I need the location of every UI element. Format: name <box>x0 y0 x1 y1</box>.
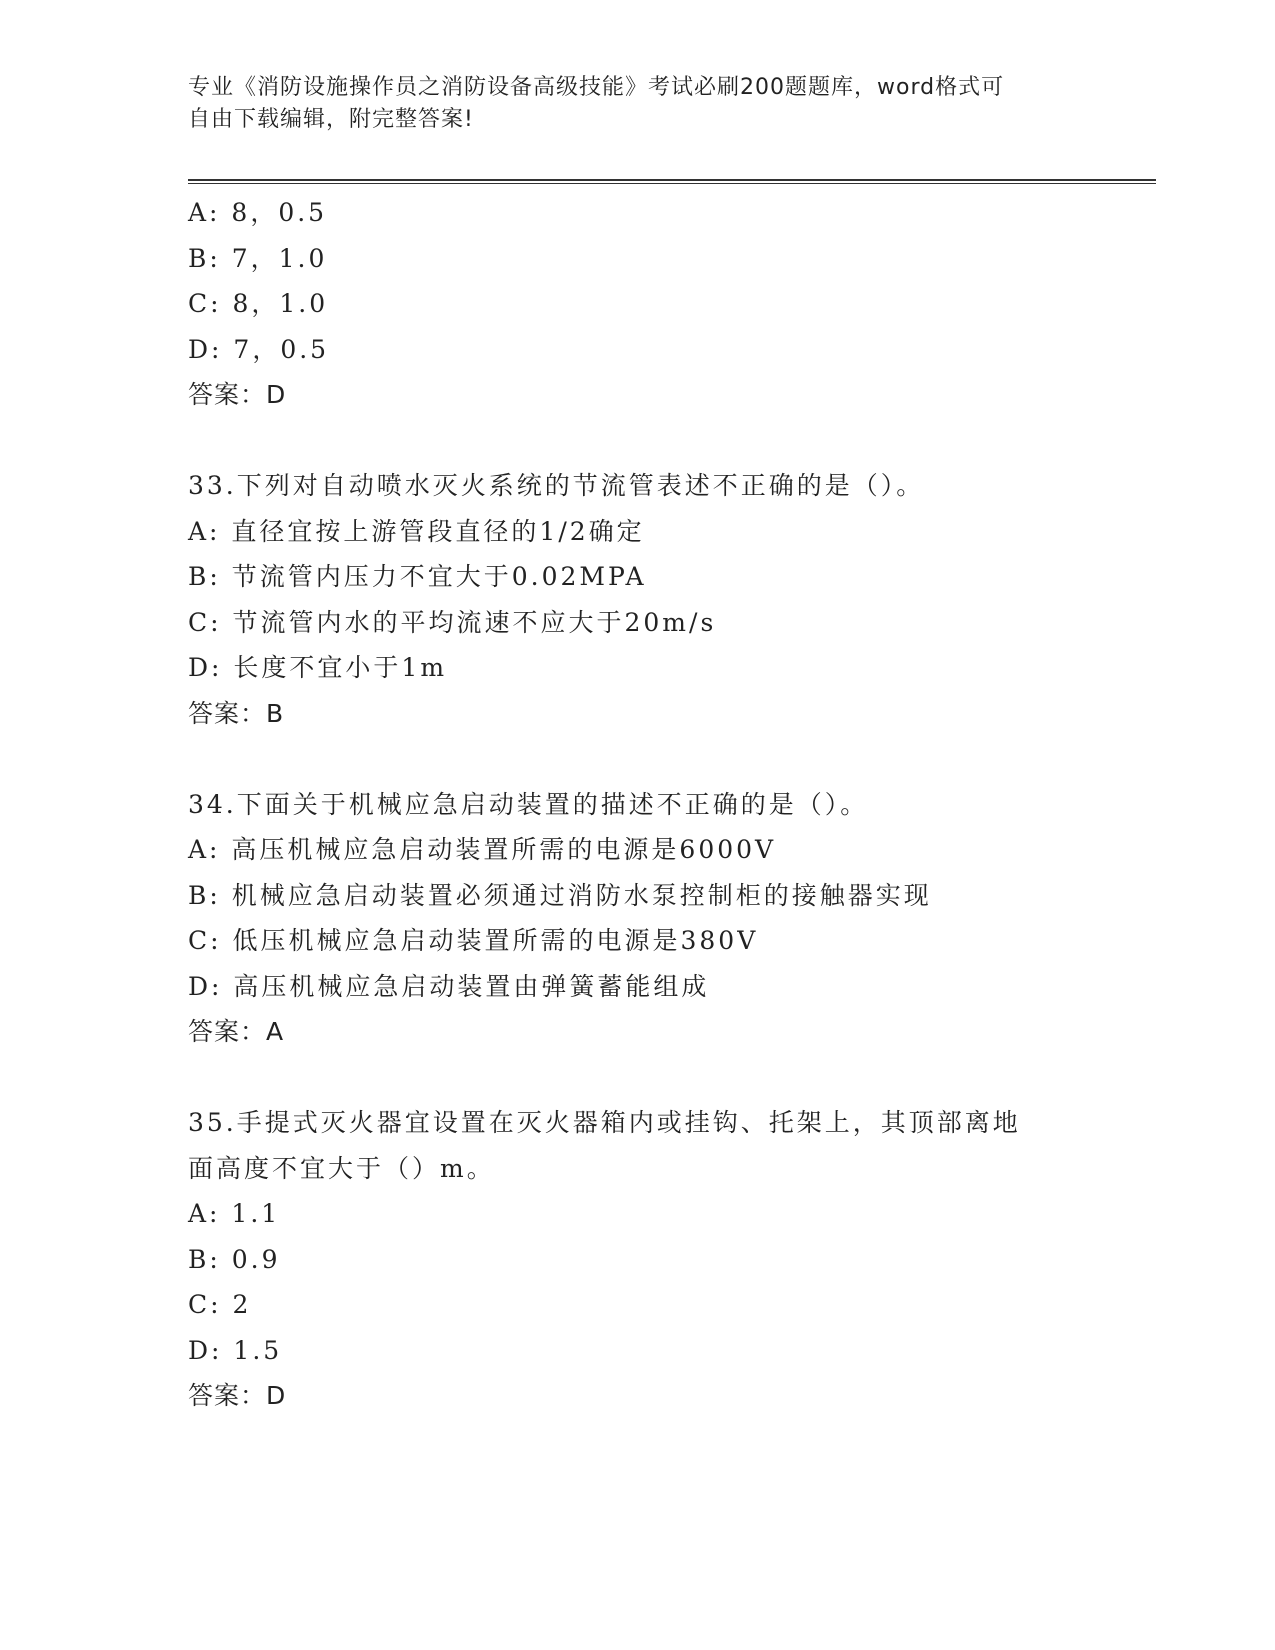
answer-line: 答案：D <box>188 380 287 409</box>
option-c: C: 节流管内水的平均流速不应大于20m/s <box>188 607 717 637</box>
option-c: C: 8，1.0 <box>188 289 329 318</box>
header-divider-thin <box>188 183 1156 184</box>
question-block <box>188 190 1088 418</box>
option-b: B: 节流管内压力不宜大于0.02MPA <box>188 562 647 591</box>
question-text: 35.手提式灭火器宜设置在灭火器箱内或挂钩、托架上，其顶部离地面高度不宜大于（）m。 <box>188 1108 1021 1183</box>
option-a: A: 高压机械应急启动装置所需的电源是6000V <box>188 835 777 864</box>
option-d: D: 7，0.5 <box>188 334 330 364</box>
spacer <box>188 418 1088 464</box>
spacer <box>188 1055 1088 1101</box>
document-header <box>188 72 1088 136</box>
header-line-1: 专业《消防设施操作员之消防设备高级技能》考试必刷200题题库，word格式可 <box>188 75 1005 100</box>
option-c: C: 低压机械应急启动装置所需的电源是380V <box>188 926 759 955</box>
option-d: D: 长度不宜小于1m <box>188 653 448 682</box>
question-text: 34.下面关于机械应急启动装置的描述不正确的是（）。 <box>188 789 869 819</box>
option-d: D: 1.5 <box>188 1335 283 1365</box>
question-list <box>188 190 1088 1419</box>
option-a: A: 直径宜按上游管段直径的1/2确定 <box>188 516 645 546</box>
question-block <box>188 782 1088 1055</box>
answer-line: 答案：A <box>188 1017 285 1046</box>
option-a: A: 8，0.5 <box>188 198 328 227</box>
option-b: B: 7，1.0 <box>188 243 328 273</box>
option-c: C: 2 <box>188 1290 252 1319</box>
answer-line: 答案：D <box>188 1381 287 1410</box>
header-divider <box>188 179 1156 181</box>
header-line-2: 自由下载编辑，附完整答案! <box>188 107 474 132</box>
question-block <box>188 463 1088 736</box>
option-d: D: 高压机械应急启动装置由弹簧蓄能组成 <box>188 971 710 1001</box>
option-a: A: 1.1 <box>188 1199 281 1228</box>
option-b: B: 机械应急启动装置必须通过消防水泵控制柜的接触器实现 <box>188 880 932 910</box>
spacer <box>188 736 1088 782</box>
question-text: 33.下列对自动喷水灭火系统的节流管表述不正确的是（）。 <box>188 471 925 500</box>
answer-line: 答案：B <box>188 698 285 728</box>
option-b: B: 0.9 <box>188 1244 281 1274</box>
question-block <box>188 1100 1088 1419</box>
